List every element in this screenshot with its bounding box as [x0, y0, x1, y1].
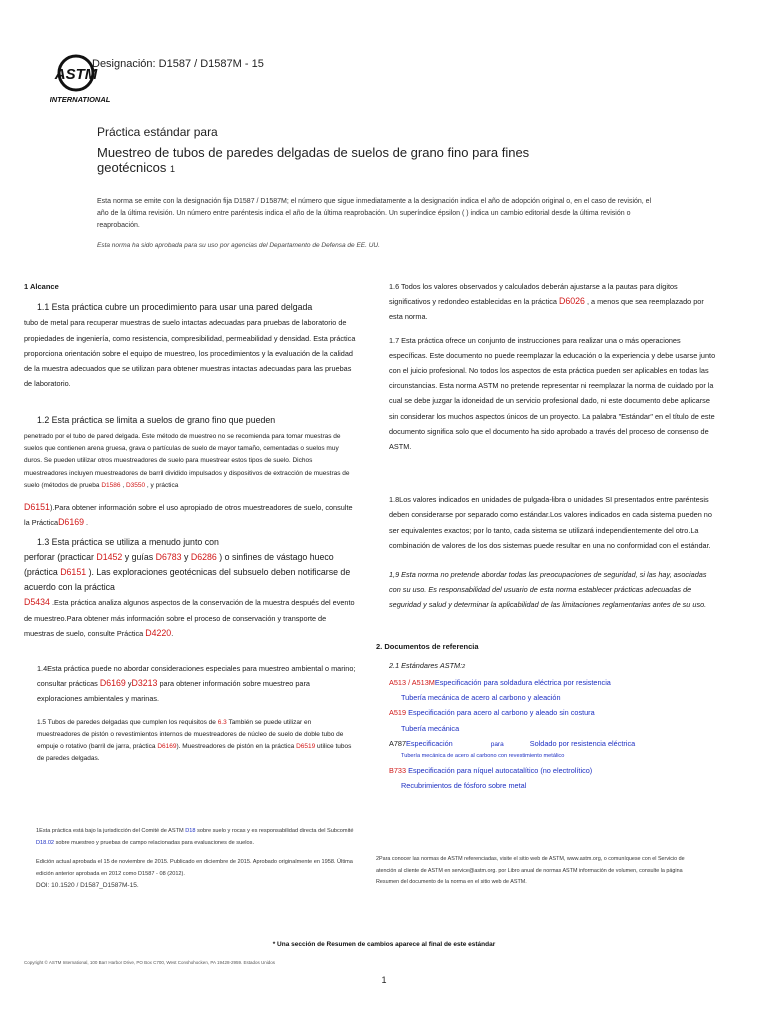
para-1-7: 1.7 Esta práctica ofrece un conjunto de instrucciones para realizar una o más operaciones específicas. Este documento no puede reemplazar la educación o la experiencia y debe usarse junto con el juicio profesional. No todos los aspectos de esta práctica pueden ser aplicables en todas las circunstancias. Esta norma ASTM no pretende representar ni reemplazar la norma de cuidado por la cual se debe juzgar la idoneidad de un servicio profesional dado, ni este documento debe aplicarse sin considerar los muchos aspectos únicos de un proyecto. La palabra "Estándar" en el título de este documento significa solo que el documento ha sido aprobado a través del proceso de consenso de ASTM.: [389, 335, 716, 452]
ref-link[interactable]: D4220: [145, 627, 172, 638]
page-number: 1: [381, 975, 387, 985]
ref-title[interactable]: Especificación: [406, 738, 453, 748]
ref-link[interactable]: D6783: [155, 551, 182, 562]
section-2-1-text: 2.1 Estándares ASTM:: [389, 660, 463, 670]
ref-link[interactable]: D5434: [24, 597, 50, 608]
para-1-2-lead: 1.2 Esta práctica se limita a suelos de grano fino que pueden: [37, 415, 276, 426]
para-1-3-cont-text: .Esta práctica analiza algunos aspectos de la conservación de la muestra después del evento de muestreo.Para obtener más información sobre el proceso de conservación y transporte de muestras de suelo, consulte Práctica: [24, 598, 355, 638]
ref-link[interactable]: D6151: [24, 502, 50, 513]
footnote-mark: 2: [462, 663, 466, 670]
dod-note: Esta norma ha sido aprobada para su uso por agencias del Departamento de Defensa de EE. UU.: [97, 242, 380, 249]
ref-title[interactable]: Especificación para níquel autocatalítico (no electrolítico): [408, 765, 593, 775]
ref-a519-cont[interactable]: Tubería mecánica: [401, 723, 460, 733]
ref-a513-cont[interactable]: Tubería mecánica de acero al carbono y aleación: [401, 693, 561, 703]
title-line2: [97, 145, 597, 177]
para-1-3-text: y guías: [124, 551, 154, 562]
ref-a519: [376, 705, 718, 720]
para-1-9: 1,9 Esta norma no pretende abordar todas las preocupaciones de seguridad, si las hay, asociadas con su uso. Es responsabilidad del usuario de esta norma establecer prácticas adecuadas de seguridad y salud y determinar la aplicabilidad de las limitaciones reglamentarias antes de su uso.: [389, 570, 707, 610]
para-1-4-text: y: [127, 679, 132, 689]
ref-link[interactable]: D3213: [131, 678, 158, 689]
logo-text: ASTM: [54, 66, 98, 83]
ref-link[interactable]: D6151: [60, 566, 87, 577]
title-main: Muestreo de tubos de paredes delgadas de suelos de grano fino para fines geotécnicos: [97, 145, 530, 175]
ref-code[interactable]: B733: [389, 765, 407, 775]
para-1-6: [376, 279, 718, 325]
ref-title[interactable]: Soldado por resistencia eléctrica: [529, 738, 636, 748]
para-1-3-body: [24, 550, 356, 596]
ref-a787: [376, 736, 718, 751]
intro-paragraph: Esta norma se emite con la designación fija D1587 / D1587M; el número que sigue inmediatamente a la designación indica el año de adopción original o, en el caso de revisión, el año de la última revisión. Un número entre paréntesis indica el año de la última reaprobación. Un superíndice épsilon ( ) indica un cambio editorial desde la última revisión o reaprobación.: [97, 198, 652, 229]
para-1-3-cont: [24, 595, 356, 641]
doi: DOI: 10.1520 / D1587_D1587M-15.: [36, 882, 139, 889]
ref-title[interactable]: Especificación para soldadura eléctrica por resistencia: [434, 678, 611, 688]
ref-link[interactable]: D1452: [96, 551, 123, 562]
para-1-3-text: ) o sinfines de vástago hueco (práctica: [24, 551, 334, 577]
footnote-1-text: 1Esta práctica está bajo la jurisdicción del Comité de ASTM: [36, 828, 184, 834]
ref-link[interactable]: D6169: [58, 517, 85, 528]
ref-a787-cont[interactable]: Tubería mecánica de acero al carbono con revestimiento metálico: [401, 753, 565, 760]
para-1-5-text: También se puede utilizar en muestreadores de pistón o revestimientos internos de muestreadores de núcleo de suelo de doble tubo de empuje o rotativo (barril de jarra, práctica: [37, 718, 344, 751]
para-1-1-lead: 1.1 Esta práctica cubre un procedimiento para usar una pared delgada: [37, 302, 313, 313]
ref-link[interactable]: D18.02: [36, 839, 55, 846]
para-1-3-text: y: [183, 551, 189, 562]
para-1-2-cont: [24, 500, 356, 530]
para-1-5-text: utilice tubos de paredes delgadas.: [37, 743, 352, 763]
ref-b733-cont[interactable]: Recubrimientos de fósforo sobre metal: [401, 780, 527, 790]
footnote-2: 2Para conocer las normas de ASTM referenciadas, visite el sitio web de ASTM, www.astm.org, o comuníquese con el Servicio de atención al cliente de ASTM en service@astm.org. por Libro anual de normas ASTM información de volumen, consulte la página Resumen del documento de la norma en el sitio web de ASTM.: [376, 856, 685, 885]
para-1-3-lead: 1.3 Esta práctica se utiliza a menudo junto con: [37, 536, 219, 547]
ref-link[interactable]: D6169: [99, 678, 126, 689]
ref-link[interactable]: D6286: [190, 551, 217, 562]
para-1-8: 1.8Los valores indicados en unidades de pulgada-libra o unidades SI presentados entre paréntesis deben considerarse por separado como estándar.Los valores indicados en cada sistema pueden no ser equivalentes exactos; por lo tanto, cada sistema se utilizará independientemente del otro.La combinación de valores de los dos sistemas puede resultar en una no conformidad con el estándar.: [389, 495, 712, 550]
ref-link[interactable]: 6.3: [217, 718, 227, 726]
section-1-heading: 1 Alcance: [24, 282, 59, 291]
section-2-1: [376, 658, 718, 675]
para-1-5: [24, 717, 356, 766]
logo-subtext: INTERNATIONAL: [50, 95, 111, 104]
ref-title[interactable]: Especificación para acero al carbono y aleado sin costura: [408, 708, 595, 718]
right-column: [376, 279, 718, 793]
para-1-4-text: 1.4Esta práctica puede no abordar consideraciones especiales para muestreo ambiental o marino; consultar prácticas: [37, 663, 356, 689]
ref-b733: [376, 763, 718, 778]
summary-note: * Una sección de Resumen de cambios aparece al final de este estándar: [272, 941, 496, 948]
section-2-heading: 2. Documentos de referencia: [376, 641, 479, 651]
ref-a513: [376, 675, 718, 690]
ref-code[interactable]: A787: [389, 738, 407, 748]
para-1-5-text: ). Muestreadores de pistón en la práctica: [176, 743, 295, 751]
ref-link[interactable]: D6519: [296, 743, 316, 751]
left-column: [24, 279, 356, 766]
para-1-3-text: perforar (practicar: [24, 551, 94, 562]
ref-link[interactable]: D1586: [101, 481, 121, 489]
para-1-4-text: para obtener información sobre muestreo para exploraciones ambientales y marinas.: [37, 679, 310, 704]
para-1-1-body: tubo de metal para recuperar muestras de suelo intactas adecuadas para pruebas de laboratorio de propiedades de ingeniería, como resistencia, compresibilidad, permeabilidad y densidad. Esta práctica proporciona orientación sobre el equipo de muestreo, los procedimientos y la evaluación de la calidad de la muestra adecuados que se utilizan para obtener muestras intactas adecuadas para las pruebas de laboratorio.: [24, 318, 356, 389]
footnote-1-text: sobre muestreo y pruebas de campo relacionadas para evaluaciones de suelos.: [55, 839, 254, 846]
designation: Designación: D1587 / D1587M - 15: [92, 58, 264, 70]
period: .: [171, 628, 174, 638]
para-1-2-text: penetrado por el tubo de pared delgada. Este método de muestreo no se recomienda para tomar muestras de suelos que contienen arena gruesa, grava o partículas de suelo de mayor tamaño, cementadas o suelos muy duros. Se pueden utilizar otros muestreadores de suelo para muestrear estos tipos de suelo. Dichos muestreadores incluyen muestreadores de barril dividido impulsados y dispositivos de extracción de muestras de suelo (métodos de prueba: [24, 432, 350, 489]
ref-link[interactable]: D6169: [157, 743, 177, 751]
ref-title[interactable]: para: [490, 740, 504, 748]
para-1-2-body: [24, 431, 356, 492]
para-1-5-text: 1.5 Tubos de paredes delgadas que cumplen los requisitos de: [37, 718, 216, 726]
para-1-6-text: , a menos que sea reemplazado por esta norma.: [389, 297, 704, 322]
ref-link[interactable]: D3550: [125, 481, 146, 489]
ref-code[interactable]: A519: [389, 708, 407, 718]
para-1-4: [24, 661, 356, 707]
footnote-1-text: sobre suelo y rocas y es responsabilidad directa del Subcomité: [197, 828, 354, 834]
ref-link[interactable]: D18: [185, 828, 196, 834]
para-1-6-text: 1.6 Todos los valores observados y calculados deberán ajustarse a la pautas para dígitos significativos y redondeo establecidas en la práctica: [389, 282, 678, 307]
para-1-2-end: , y práctica: [146, 481, 179, 489]
separator: ,: [122, 481, 125, 489]
title-line1: Práctica estándar para: [97, 125, 218, 139]
title-footnote-mark: 1: [170, 164, 176, 174]
copyright: Copyright © ASTM International, 100 Barr Harbor Drive, PO Box C700, West Conshohocken, PA 19428-2959. Estados Unidos: [24, 960, 276, 965]
footnote-1: [24, 826, 364, 892]
ref-link[interactable]: D6026: [558, 296, 585, 307]
period: .: [86, 518, 89, 528]
footnote-1-edition: Edición actual aprobada el 15 de noviembre de 2015. Publicado en diciembre de 2015. Aprobado originalmente en 1958. Última edición anterior aprobada en 2012 como D1587 - 08 (2012).: [36, 859, 353, 877]
ref-code[interactable]: A513 / A513M: [389, 678, 435, 688]
para-1-3-text: ). Las exploraciones geotécnicas del subsuelo deben notificarse de acuerdo con la práctica: [24, 566, 351, 593]
para-1-2-cont-text: ).Para obtener información sobre el uso apropiado de otros muestreadores de suelo, consulte la Práctica: [24, 503, 353, 528]
